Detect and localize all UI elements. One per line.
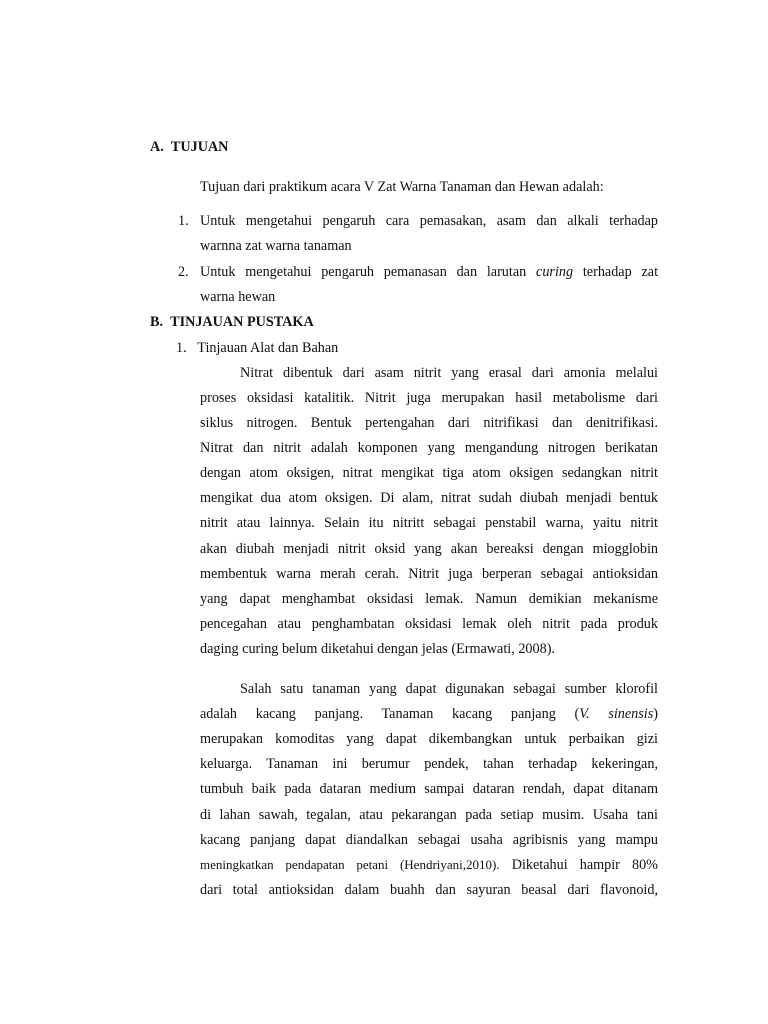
- paragraph-line: proses oksidasi katalitik. Nitrit juga merupakan hasil metabolisme dari: [200, 390, 658, 406]
- italic-term: curing: [536, 264, 574, 280]
- paragraph-line: siklus nitrogen. Bentuk pertengahan dari nitrifikasi dan denitrifikasi.: [200, 415, 658, 431]
- subsection-number: 1.: [176, 340, 187, 356]
- paragraph-line: [200, 856, 658, 874]
- section-a-title: TUJUAN: [170, 139, 229, 155]
- section-b-heading: [150, 313, 314, 331]
- italic-term: V. sinensis: [579, 706, 654, 722]
- list-item-number: 1.: [178, 213, 189, 229]
- paragraph-line: [200, 705, 658, 723]
- text-run: terhadap zat: [573, 264, 659, 280]
- list-item-text: Untuk mengetahui pengaruh cara pemasakan, asam dan alkali terhadap: [200, 213, 658, 229]
- list-item-text: [200, 263, 658, 281]
- paragraph-line: Nitrat dibentuk dari asam nitrit yang erasal dari amonia melalui: [240, 365, 658, 381]
- section-b-title: TINJAUAN PUSTAKA: [170, 314, 314, 330]
- paragraph-line: merupakan komoditas yang dapat dikembangkan untuk perbaikan gizi: [200, 731, 658, 747]
- list-item-number: 2.: [178, 264, 189, 280]
- paragraph-line: tumbuh baik pada dataran medium sampai dataran rendah, dapat ditanam: [200, 781, 658, 797]
- section-b-label: B.: [150, 314, 164, 330]
- paragraph-line: akan diubah menjadi nitrit oksid yang akan bereaksi dengan miogglobin: [200, 541, 658, 557]
- section-a-label: A.: [150, 139, 164, 155]
- paragraph-line: di lahan sawah, tegalan, atau pekarangan pada setiap musim. Usaha tani: [200, 807, 658, 823]
- subsection-heading: [176, 339, 338, 357]
- paragraph-line: daging curing belum diketahui dengan jelas (Ermawati, 2008).: [200, 641, 555, 657]
- paragraph-line: dari total antioksidan dalam buahh dan sayuran beasal dari flavonoid,: [200, 882, 658, 898]
- paragraph-line: kacang panjang dapat diandalkan sebagai usaha agribisnis yang mampu: [200, 832, 658, 848]
- paragraph-line: pencegahan atau penghambatan oksidasi lemak oleh nitrit pada produk: [200, 616, 658, 632]
- text-run-small: meningkatkan pendapatan petani (Hendriyani,2010).: [200, 857, 500, 872]
- paragraph-line: yang dapat menghambat oksidasi lemak. Namun demikian mekanisme: [200, 591, 658, 607]
- list-item-text: warnna zat warna tanaman: [200, 238, 352, 254]
- subsection-title: Tinjauan Alat dan Bahan: [197, 340, 339, 356]
- section-a-intro: Tujuan dari praktikum acara V Zat Warna Tanaman dan Hewan adalah:: [200, 179, 604, 195]
- paragraph-line: Salah satu tanaman yang dapat digunakan sebagai sumber klorofil: [240, 681, 658, 697]
- paragraph-line: membentuk warna merah cerah. Nitrit juga berperan sebagai antioksidan: [200, 566, 658, 582]
- text-run: ): [653, 706, 658, 722]
- paragraph-line: keluarga. Tanaman ini berumur pendek, tahan terhadap kekeringan,: [200, 756, 658, 772]
- paragraph-line: mengikat dua atom oksigen. Di alam, nitrat sudah diubah menjadi bentuk: [200, 490, 658, 506]
- section-a-heading: [150, 138, 228, 156]
- text-run: Untuk mengetahui pengaruh pemanasan dan larutan: [200, 264, 537, 280]
- paragraph-line: dengan atom oksigen, nitrat mengikat tiga atom oksigen sedangkan nitrit: [200, 465, 658, 481]
- text-run: adalah kacang panjang. Tanaman kacang panjang (: [200, 706, 580, 722]
- text-run: Diketahui hampir 80%: [499, 857, 658, 873]
- list-item-text: warna hewan: [200, 289, 276, 305]
- paragraph-line: nitrit atau lainnya. Selain itu nitritt sebagai penstabil warna, yaitu nitrit: [200, 515, 658, 531]
- paragraph-line: Nitrat dan nitrit adalah komponen yang mengandung nitrogen berikatan: [200, 440, 658, 456]
